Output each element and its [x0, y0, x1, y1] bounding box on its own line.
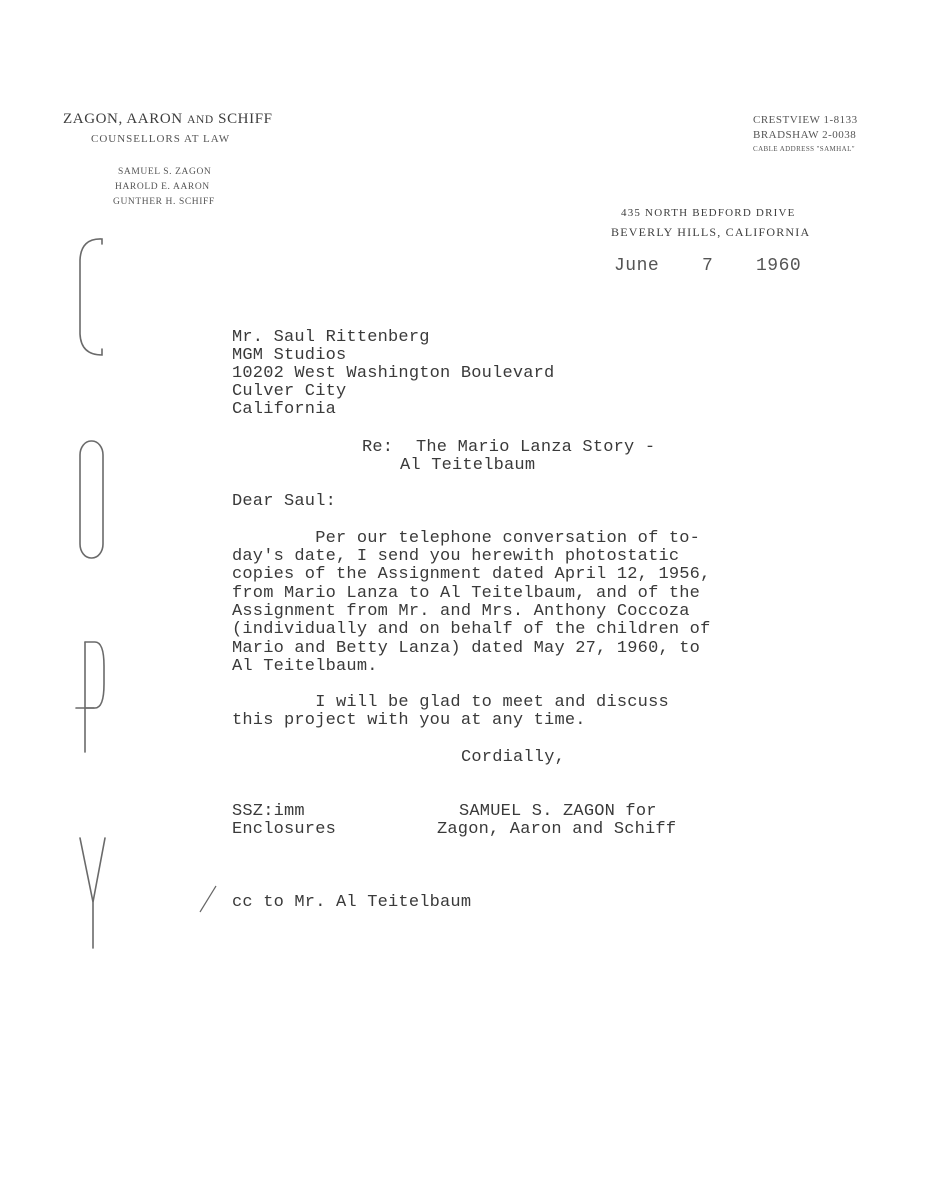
- body-line: this project with you at any time.: [232, 711, 586, 730]
- firm-name-and: AND: [187, 114, 214, 126]
- stamp-letter-o: [80, 441, 103, 558]
- firm-name-part-1: ZAGON, AARON: [63, 111, 188, 127]
- partner-name: GUNTHER H. SCHIFF: [113, 197, 215, 207]
- subject-line: The Mario Lanza Story -: [416, 438, 656, 457]
- body-line: Per our telephone conversation of to-: [232, 529, 701, 548]
- body-line: from Mario Lanza to Al Teitelbaum, and of the: [232, 584, 701, 603]
- recipient-company: MGM Studios: [232, 346, 347, 365]
- cable-address: CABLE ADDRESS "SAMHAL": [753, 145, 856, 153]
- street-address: 435 NORTH BEDFORD DRIVE: [621, 207, 796, 219]
- stamp-letter-y: [80, 838, 105, 948]
- body-line: Mario and Betty Lanza) dated May 27, 1960, to: [232, 639, 701, 658]
- partner-name: HAROLD E. AARON: [115, 182, 210, 192]
- body-line: (individually and on behalf of the children of: [232, 620, 711, 639]
- body-line: Assignment from Mr. and Mrs. Anthony Coccoza: [232, 602, 690, 621]
- city-address: BEVERLY HILLS, CALIFORNIA: [611, 225, 811, 239]
- firm-subtitle: COUNSELLORS AT LAW: [91, 133, 231, 145]
- stamp-letter-c: [80, 239, 102, 355]
- recipient-name: Mr. Saul Rittenberg: [232, 328, 430, 347]
- phone-number: BRADSHAW 2-0038: [753, 129, 857, 141]
- copy-stamp: [60, 230, 130, 960]
- date-year: 1960: [756, 256, 802, 276]
- body-line: I will be glad to meet and discuss: [232, 693, 669, 712]
- body-line: copies of the Assignment dated April 12, 1956,: [232, 565, 711, 584]
- closing: Cordially,: [461, 748, 566, 767]
- enclosures-note: Enclosures: [232, 820, 337, 839]
- recipient-state: California: [232, 400, 337, 419]
- body-line: Al Teitelbaum.: [232, 657, 378, 676]
- cc-line: cc to Mr. Al Teitelbaum: [232, 893, 472, 912]
- recipient-street: 10202 West Washington Boulevard: [232, 364, 555, 383]
- firm-name-part-2: SCHIFF: [213, 111, 273, 127]
- body-line: day's date, I send you herewith photostatic: [232, 547, 680, 566]
- firm-name: [63, 111, 273, 128]
- signature-name: SAMUEL S. ZAGON for: [459, 802, 657, 821]
- phone-number: CRESTVIEW 1-8133: [753, 114, 858, 126]
- stamp-letter-p: [76, 642, 104, 752]
- signature-firm: Zagon, Aaron and Schiff: [437, 820, 677, 839]
- subject-line: Al Teitelbaum: [400, 456, 536, 475]
- partner-name: SAMUEL S. ZAGON: [118, 167, 212, 177]
- pencil-mark: [196, 884, 220, 916]
- salutation: Dear Saul:: [232, 492, 337, 511]
- date-day: 7: [702, 256, 714, 276]
- reference-initials: SSZ:imm: [232, 802, 305, 821]
- subject-label: Re:: [362, 438, 394, 457]
- date-month: June: [614, 256, 660, 276]
- recipient-city: Culver City: [232, 382, 347, 401]
